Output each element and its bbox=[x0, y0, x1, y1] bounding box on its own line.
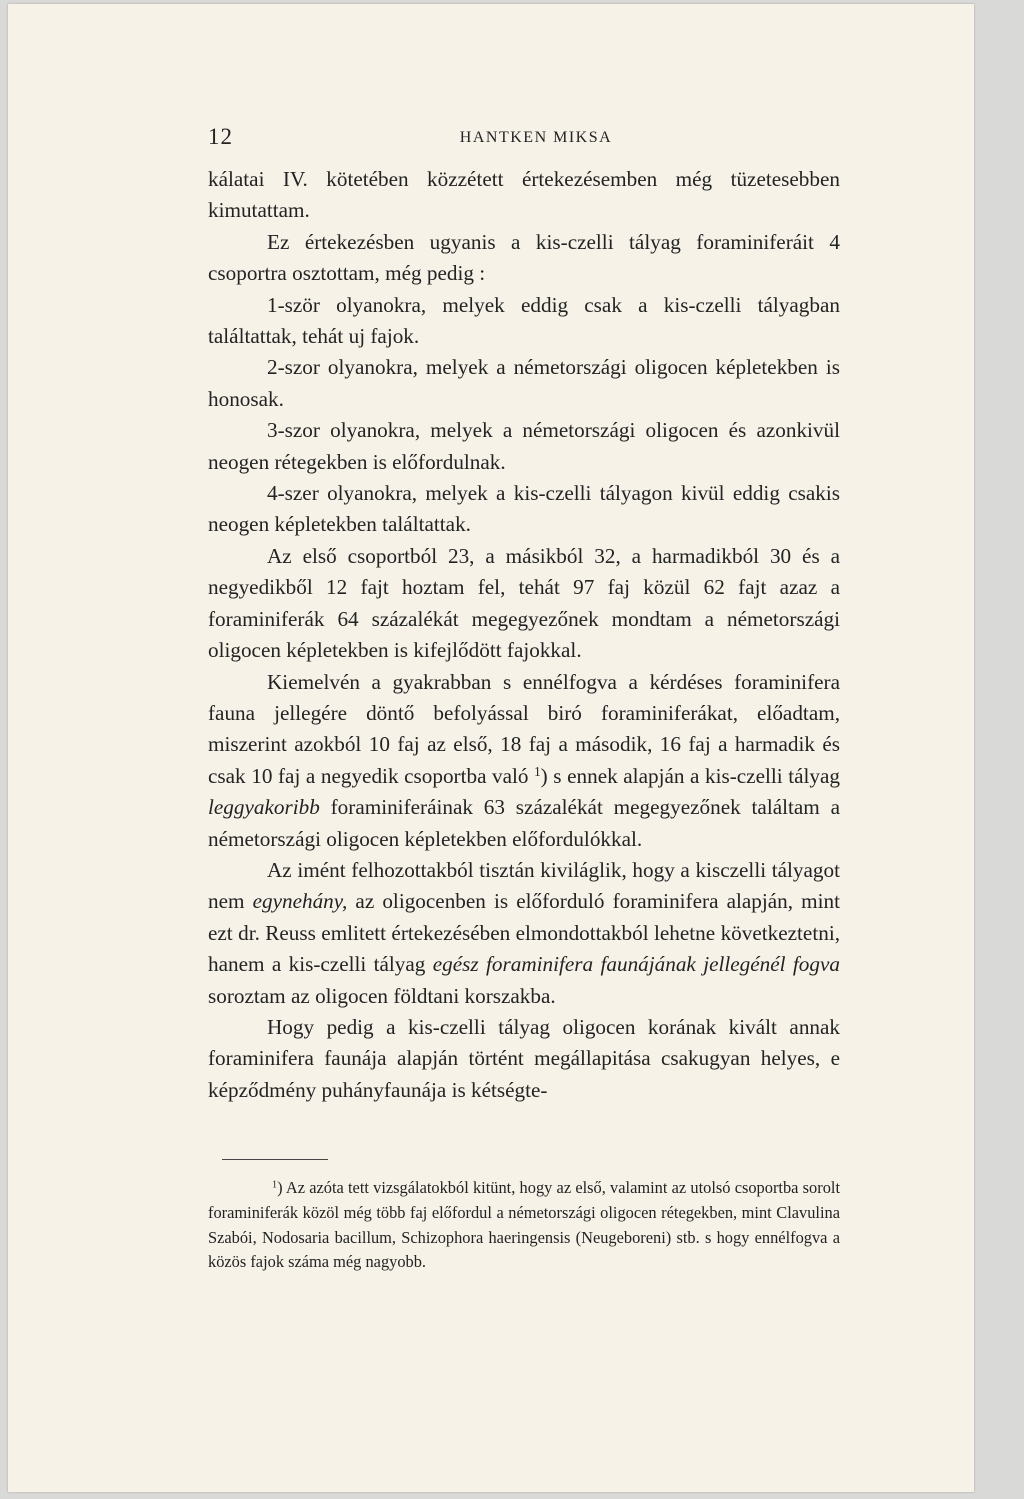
running-head: HANTKEN MIKSA bbox=[459, 129, 613, 146]
emphasized-text: leggyakoribb bbox=[208, 795, 320, 820]
paragraph bbox=[208, 667, 840, 855]
page-number: 12 bbox=[208, 124, 233, 149]
text-run: Ez értekezésben ugyanis a kis-czelli tályag foraminiferáit 4 csoportra osztottam, még pedig : bbox=[208, 229, 840, 286]
text-run: Kiemelvén a gyakrabban s ennélfogva a kérdéses foraminifera fauna jellegére döntő befolyással biró foraminiferákat, előadtam, miszerint azokból 10 faj az első, 18 faj a második, 16 faj a harmadik és csak 10 faj a negyedik csoportba való bbox=[208, 669, 840, 788]
paragraph bbox=[208, 352, 840, 415]
paragraph bbox=[208, 164, 840, 227]
paragraph bbox=[208, 290, 840, 353]
footnotes bbox=[208, 1176, 840, 1275]
text-run: kálatai IV. kötetében közzétett értekezésemben még tüzetesebben kimutattam. bbox=[208, 167, 840, 223]
footnote bbox=[208, 1176, 840, 1275]
text-run: 1-ször olyanokra, melyek eddig csak a kis-czelli tályagban találtattak, tehát uj fajok. bbox=[208, 292, 840, 349]
footnote-marker: 1 bbox=[272, 1179, 278, 1191]
paragraph bbox=[208, 541, 840, 667]
text-run: ) s ennek alapján a kis-czelli tályag bbox=[540, 763, 840, 788]
text-run: 2-szor olyanokra, melyek a németországi oligocen képletekben is honosak. bbox=[208, 355, 840, 411]
footnote-marker: 1 bbox=[534, 763, 541, 779]
footnote-divider bbox=[222, 1159, 328, 1160]
paragraph bbox=[208, 478, 840, 541]
text-run: Az első csoportból 23, a másikból 32, a harmadikból 30 és a negyedikből 12 fajt hoztam fel, tehát 97 faj közül 62 fajt azaz a foraminiferák 64 százalékát megegyezőnek mondtam a németországi oligocen képletekben is kifejlődött fajokkal. bbox=[208, 543, 840, 663]
paragraph bbox=[208, 227, 840, 290]
paragraph bbox=[208, 415, 840, 478]
text-run: az oligocenben is előforduló foraminifera alapján, mint ezt dr. Reuss emlitett értekezésében elmondottakból lehetne következtetni, hanem a kis-czelli tályag bbox=[208, 889, 841, 977]
body-text bbox=[208, 164, 840, 1106]
page-header bbox=[208, 124, 848, 154]
text-run: 4-szer olyanokra, melyek a kis-czelli tályagon kivül eddig csakis neogen képletekben találtattak. bbox=[208, 481, 840, 537]
text-run: foraminiferáinak 63 százalékát megegyezőnek találtam a németországi oligocen képletekben előfordulókkal. bbox=[208, 795, 840, 851]
paragraph bbox=[208, 855, 840, 1012]
emphasized-text: egynehány, bbox=[252, 889, 348, 914]
text-run: 3-szor olyanokra, melyek a németországi oligocen és azonkivül neogen rétegekben is előfordulnak. bbox=[208, 418, 840, 474]
emphasized-text: egész foraminifera faunájának jellegénél fogva bbox=[432, 952, 840, 977]
text-run: ) Az azóta tett vizsgálatokból kitünt, hogy az első, valamint az utolsó csoportba sorolt foraminiferák közöl még több faj előfordul a németországi oligocen rétegekben, mint Clavulina Szabói, Nodosaria bacillum, Schizophora haeringensis (Neugeboreni) stb. s hogy ennélfogva a közös fajok száma még nagyobb. bbox=[208, 1178, 840, 1272]
text-run: Hogy pedig a kis-czelli tályag oligocen korának kivált annak foraminifera faunája alapján történt megállapitása csakugyan helyes, e képződmény puhányfaunája is kétségte- bbox=[208, 1014, 840, 1102]
text-run: Az imént felhozottakból tisztán kiviláglik, hogy a kisczelli tályagot nem bbox=[208, 857, 840, 914]
paragraph bbox=[208, 1012, 840, 1106]
text-run: soroztam az oligocen földtani korszakba. bbox=[208, 983, 556, 1008]
